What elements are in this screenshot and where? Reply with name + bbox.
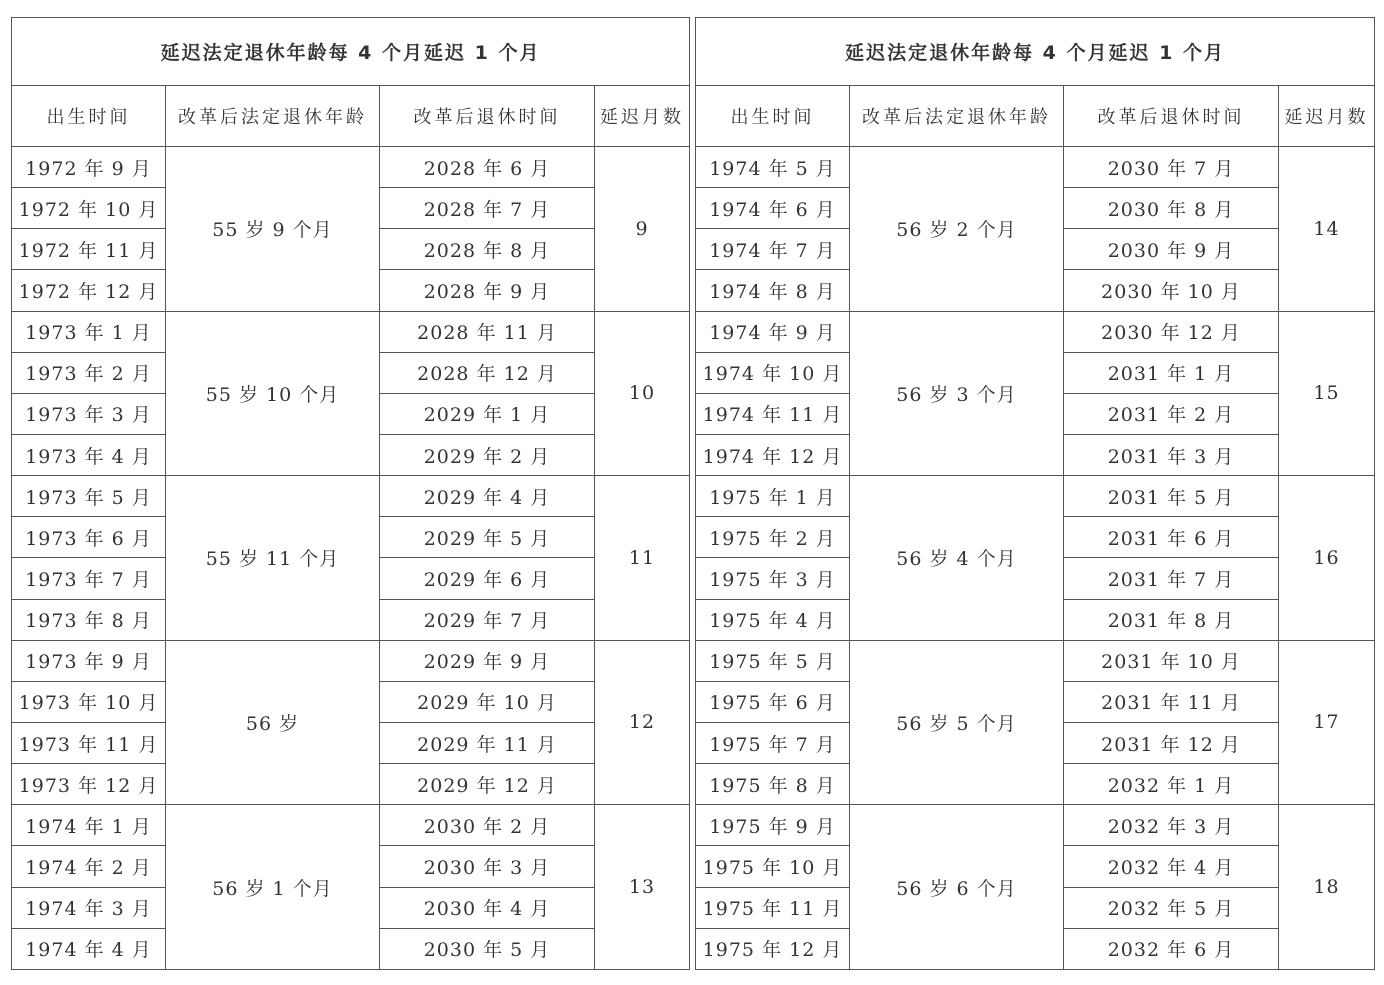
retirement-time-cell: 2029 年 4 月 xyxy=(380,476,595,517)
birth-time-cell: 1975 年 3 月 xyxy=(696,558,850,599)
table-row xyxy=(696,147,1375,188)
delay-months-cell: 14 xyxy=(1279,147,1375,312)
birth-time-cell: 1973 年 11 月 xyxy=(12,722,166,763)
table-title: 延迟法定退休年龄每 4 个月延迟 1 个月 xyxy=(696,18,1375,86)
retirement-time-cell: 2030 年 2 月 xyxy=(380,805,595,846)
birth-time-cell: 1974 年 2 月 xyxy=(12,846,166,887)
birth-time-cell: 1974 年 5 月 xyxy=(696,147,850,188)
birth-time-cell: 1974 年 10 月 xyxy=(696,352,850,393)
retirement-time-cell: 2030 年 12 月 xyxy=(1064,311,1279,352)
left-table-panel xyxy=(11,17,689,970)
retirement-age-cell: 56 岁 xyxy=(166,640,380,805)
birth-time-cell: 1973 年 1 月 xyxy=(12,311,166,352)
birth-time-cell: 1974 年 8 月 xyxy=(696,270,850,311)
retirement-time-cell: 2031 年 10 月 xyxy=(1064,640,1279,681)
retirement-time-cell: 2030 年 9 月 xyxy=(1064,229,1279,270)
retirement-time-cell: 2031 年 1 月 xyxy=(1064,352,1279,393)
retirement-time-cell: 2029 年 5 月 xyxy=(380,517,595,558)
header-delay-months: 延迟月数 xyxy=(1279,86,1375,147)
birth-time-cell: 1974 年 6 月 xyxy=(696,188,850,229)
birth-time-cell: 1975 年 8 月 xyxy=(696,764,850,805)
retirement-time-cell: 2032 年 5 月 xyxy=(1064,887,1279,928)
retirement-time-cell: 2029 年 1 月 xyxy=(380,393,595,434)
retirement-age-cell: 56 岁 6 个月 xyxy=(850,805,1064,970)
retirement-time-cell: 2028 年 6 月 xyxy=(380,147,595,188)
birth-time-cell: 1972 年 12 月 xyxy=(12,270,166,311)
birth-time-cell: 1975 年 10 月 xyxy=(696,846,850,887)
delay-months-cell: 11 xyxy=(595,476,690,641)
retirement-time-cell: 2030 年 10 月 xyxy=(1064,270,1279,311)
header-birth-time: 出生时间 xyxy=(696,86,850,147)
retirement-time-cell: 2031 年 6 月 xyxy=(1064,517,1279,558)
table-row xyxy=(696,311,1375,352)
retirement-age-cell: 56 岁 3 个月 xyxy=(850,311,1064,476)
birth-time-cell: 1972 年 9 月 xyxy=(12,147,166,188)
birth-time-cell: 1973 年 7 月 xyxy=(12,558,166,599)
birth-time-cell: 1973 年 12 月 xyxy=(12,764,166,805)
table-row xyxy=(696,640,1375,681)
retirement-time-cell: 2029 年 7 月 xyxy=(380,599,595,640)
delay-months-cell: 17 xyxy=(1279,640,1375,805)
birth-time-cell: 1973 年 4 月 xyxy=(12,434,166,475)
retirement-time-cell: 2029 年 12 月 xyxy=(380,764,595,805)
table-row xyxy=(696,805,1375,846)
header-retirement-age: 改革后法定退休年龄 xyxy=(850,86,1064,147)
birth-time-cell: 1974 年 11 月 xyxy=(696,393,850,434)
birth-time-cell: 1975 年 5 月 xyxy=(696,640,850,681)
birth-time-cell: 1972 年 10 月 xyxy=(12,188,166,229)
birth-time-cell: 1973 年 9 月 xyxy=(12,640,166,681)
delay-months-cell: 18 xyxy=(1279,805,1375,970)
retirement-time-cell: 2031 年 11 月 xyxy=(1064,681,1279,722)
header-birth-time: 出生时间 xyxy=(12,86,166,147)
retirement-time-cell: 2028 年 8 月 xyxy=(380,229,595,270)
retirement-time-cell: 2030 年 8 月 xyxy=(1064,188,1279,229)
retirement-time-cell: 2030 年 4 月 xyxy=(380,887,595,928)
retirement-age-cell: 55 岁 10 个月 xyxy=(166,311,380,476)
birth-time-cell: 1972 年 11 月 xyxy=(12,229,166,270)
birth-time-cell: 1973 年 8 月 xyxy=(12,599,166,640)
retirement-time-cell: 2031 年 12 月 xyxy=(1064,722,1279,763)
retirement-time-cell: 2029 年 6 月 xyxy=(380,558,595,599)
birth-time-cell: 1975 年 11 月 xyxy=(696,887,850,928)
retirement-table-left xyxy=(11,17,690,970)
retirement-time-cell: 2028 年 11 月 xyxy=(380,311,595,352)
retirement-time-cell: 2028 年 9 月 xyxy=(380,270,595,311)
birth-time-cell: 1974 年 7 月 xyxy=(696,229,850,270)
retirement-age-cell: 56 岁 4 个月 xyxy=(850,476,1064,641)
birth-time-cell: 1975 年 9 月 xyxy=(696,805,850,846)
header-retirement-time: 改革后退休时间 xyxy=(380,86,595,147)
birth-time-cell: 1975 年 4 月 xyxy=(696,599,850,640)
retirement-age-cell: 55 岁 9 个月 xyxy=(166,147,380,312)
retirement-time-cell: 2029 年 9 月 xyxy=(380,640,595,681)
retirement-time-cell: 2030 年 7 月 xyxy=(1064,147,1279,188)
delay-months-cell: 15 xyxy=(1279,311,1375,476)
retirement-time-cell: 2031 年 5 月 xyxy=(1064,476,1279,517)
birth-time-cell: 1975 年 7 月 xyxy=(696,722,850,763)
birth-time-cell: 1973 年 3 月 xyxy=(12,393,166,434)
retirement-time-cell: 2032 年 1 月 xyxy=(1064,764,1279,805)
birth-time-cell: 1974 年 4 月 xyxy=(12,928,166,969)
birth-time-cell: 1974 年 1 月 xyxy=(12,805,166,846)
retirement-time-cell: 2032 年 4 月 xyxy=(1064,846,1279,887)
birth-time-cell: 1974 年 9 月 xyxy=(696,311,850,352)
table-row xyxy=(12,805,690,846)
delay-months-cell: 12 xyxy=(595,640,690,805)
retirement-time-cell: 2028 年 7 月 xyxy=(380,188,595,229)
retirement-age-cell: 56 岁 5 个月 xyxy=(850,640,1064,805)
header-retirement-age: 改革后法定退休年龄 xyxy=(166,86,380,147)
retirement-time-cell: 2031 年 2 月 xyxy=(1064,393,1279,434)
birth-time-cell: 1975 年 2 月 xyxy=(696,517,850,558)
birth-time-cell: 1975 年 1 月 xyxy=(696,476,850,517)
birth-time-cell: 1975 年 6 月 xyxy=(696,681,850,722)
retirement-time-cell: 2030 年 5 月 xyxy=(380,928,595,969)
retirement-time-cell: 2032 年 3 月 xyxy=(1064,805,1279,846)
retirement-time-cell: 2031 年 7 月 xyxy=(1064,558,1279,599)
birth-time-cell: 1973 年 2 月 xyxy=(12,352,166,393)
delay-months-cell: 10 xyxy=(595,311,690,476)
retirement-time-cell: 2032 年 6 月 xyxy=(1064,928,1279,969)
birth-time-cell: 1974 年 3 月 xyxy=(12,887,166,928)
retirement-time-cell: 2029 年 11 月 xyxy=(380,722,595,763)
retirement-time-cell: 2029 年 2 月 xyxy=(380,434,595,475)
table-row xyxy=(12,640,690,681)
retirement-time-cell: 2031 年 8 月 xyxy=(1064,599,1279,640)
retirement-time-cell: 2030 年 3 月 xyxy=(380,846,595,887)
header-retirement-time: 改革后退休时间 xyxy=(1064,86,1279,147)
retirement-age-cell: 55 岁 11 个月 xyxy=(166,476,380,641)
birth-time-cell: 1973 年 6 月 xyxy=(12,517,166,558)
header-delay-months: 延迟月数 xyxy=(595,86,690,147)
birth-time-cell: 1973 年 10 月 xyxy=(12,681,166,722)
retirement-time-cell: 2031 年 3 月 xyxy=(1064,434,1279,475)
retirement-table-right xyxy=(695,17,1375,970)
table-row xyxy=(696,476,1375,517)
birth-time-cell: 1974 年 12 月 xyxy=(696,434,850,475)
retirement-age-cell: 56 岁 1 个月 xyxy=(166,805,380,970)
delay-months-cell: 13 xyxy=(595,805,690,970)
right-table-panel xyxy=(695,17,1374,970)
delay-months-cell: 9 xyxy=(595,147,690,312)
table-row xyxy=(12,147,690,188)
retirement-time-cell: 2028 年 12 月 xyxy=(380,352,595,393)
table-row xyxy=(12,311,690,352)
delay-months-cell: 16 xyxy=(1279,476,1375,641)
birth-time-cell: 1975 年 12 月 xyxy=(696,928,850,969)
retirement-time-cell: 2029 年 10 月 xyxy=(380,681,595,722)
retirement-age-cell: 56 岁 2 个月 xyxy=(850,147,1064,312)
table-title: 延迟法定退休年龄每 4 个月延迟 1 个月 xyxy=(12,18,690,86)
table-row xyxy=(12,476,690,517)
birth-time-cell: 1973 年 5 月 xyxy=(12,476,166,517)
